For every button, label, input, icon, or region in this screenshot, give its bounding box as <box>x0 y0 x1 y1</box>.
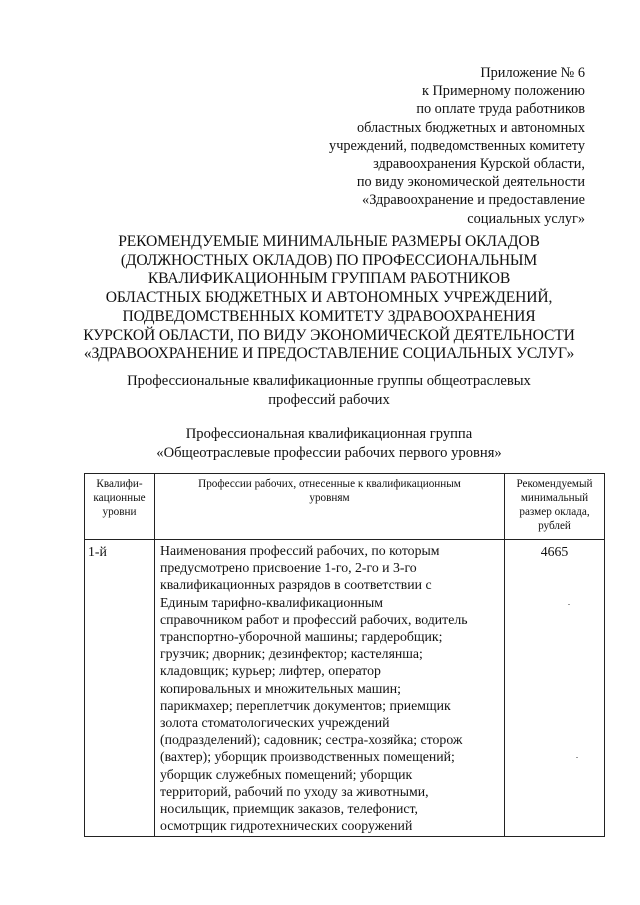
document-title <box>60 233 598 364</box>
title-line: КВАЛИФИКАЦИОННЫМ ГРУППАМ РАБОТНИКОВ <box>147 270 511 288</box>
profession-line: уборщик служебных помещений; уборщик <box>160 766 413 782</box>
header-professions-line: Профессии рабочих, отнесенные к квалификационным <box>198 478 461 490</box>
appendix-line: «Здравоохранение и предоставление <box>362 192 585 209</box>
profession-line: (подразделений); садовник; сестра-хозяйка; сторож <box>160 732 463 748</box>
subtitle-line: Профессиональные квалификационные группы общеотраслевых <box>127 373 531 389</box>
appendix-line: по виду экономической деятельности <box>356 174 585 191</box>
table-row <box>85 540 605 837</box>
appendix-line: по оплате труда работников <box>416 101 585 118</box>
appendix-note <box>245 64 585 228</box>
profession-line: предусмотрено присвоение 1-го, 2-го и 3-го <box>160 560 417 576</box>
salary-table <box>84 473 605 837</box>
profession-line: транспортно-уборочной машины; гардеробщик; <box>160 629 443 645</box>
cell-level: 1-й <box>85 540 155 837</box>
profession-line: копировальных и множительных машин; <box>160 680 401 696</box>
header-salary-line: минимальный <box>520 492 589 504</box>
scan-speck <box>568 604 570 605</box>
header-salary <box>505 474 605 540</box>
header-level-line: кационные <box>93 492 146 504</box>
title-line: КУРСКОЙ ОБЛАСТИ, ПО ВИДУ ЭКОНОМИЧЕСКОЙ ДЕЯТЕЛЬНОСТИ <box>83 326 575 344</box>
profession-line: носильщик, приемщик заказов, телефонист, <box>160 801 418 817</box>
profession-line: парикмахер; переплетчик документов; приемщик <box>160 697 451 713</box>
profession-line: осмотрщик гидротехнических сооружений <box>160 818 413 834</box>
cell-salary: 4665 <box>505 540 605 837</box>
group-line: «Общеотраслевые профессии рабочих первого уровня» <box>156 444 502 461</box>
appendix-line: к Примерному положению <box>421 83 585 100</box>
appendix-line: учреждений, подведомственных комитету <box>329 137 585 154</box>
title-line: ОБЛАСТНЫХ БЮДЖЕТНЫХ И АВТОНОМНЫХ УЧРЕЖДЕНИЙ, <box>105 289 553 307</box>
appendix-line: социальных услуг» <box>467 210 585 227</box>
header-salary-line: рублей <box>538 520 571 532</box>
profession-line: Единым тарифно-квалификационным <box>160 594 384 610</box>
profession-line: кладовщик; курьер; лифтер, оператор <box>160 663 381 679</box>
appendix-line: здравоохранения Курской области, <box>373 156 585 173</box>
profession-line: золота стоматологических учреждений <box>160 715 390 731</box>
title-line: РЕКОМЕНДУЕМЫЕ МИНИМАЛЬНЫЕ РАЗМЕРЫ ОКЛАДОВ <box>118 233 540 250</box>
title-line: ПОДВЕДОМСТВЕННЫХ КОМИТЕТУ ЗДРАВООХРАНЕНИЯ <box>122 307 536 325</box>
profession-line: Наименования профессий рабочих, по которым <box>160 543 440 558</box>
profession-line: территорий, рабочий по уходу за животными, <box>160 783 429 799</box>
header-professions-line: уровням <box>309 492 350 504</box>
cell-professions <box>155 540 505 837</box>
group-line: Профессиональная квалификационная группа <box>185 426 473 442</box>
appendix-line: областных бюджетных и автономных <box>356 119 585 136</box>
group-heading <box>60 425 598 462</box>
scan-speck <box>576 757 578 758</box>
appendix-line: Приложение № 6 <box>480 65 585 81</box>
profession-line: справочником работ и профессий рабочих, водитель <box>160 611 468 627</box>
header-level <box>85 474 155 540</box>
header-level-line: Квалифи- <box>96 478 143 490</box>
header-professions <box>155 474 505 540</box>
header-level-line: уровни <box>102 506 137 518</box>
profession-line: (вахтер); уборщик производственных помещений; <box>160 749 455 765</box>
title-line: «ЗДРАВООХРАНЕНИЕ И ПРЕДОСТАВЛЕНИЕ СОЦИАЛЬНЫХ УСЛУГ» <box>83 345 575 363</box>
profession-line: грузчик; дворник; дезинфектор; кастелянша; <box>160 646 423 662</box>
table-header-row <box>85 474 605 540</box>
section-subtitle <box>60 372 598 409</box>
title-line: (ДОЛЖНОСТНЫХ ОКЛАДОВ) ПО ПРОФЕССИОНАЛЬНЫМ <box>120 251 538 269</box>
profession-line: квалификационных разрядов в соответствии с <box>160 577 432 593</box>
header-salary-line: Рекомендуемый <box>516 478 593 490</box>
header-salary-line: размер оклада, <box>519 506 590 518</box>
subtitle-line: профессий рабочих <box>268 391 390 408</box>
